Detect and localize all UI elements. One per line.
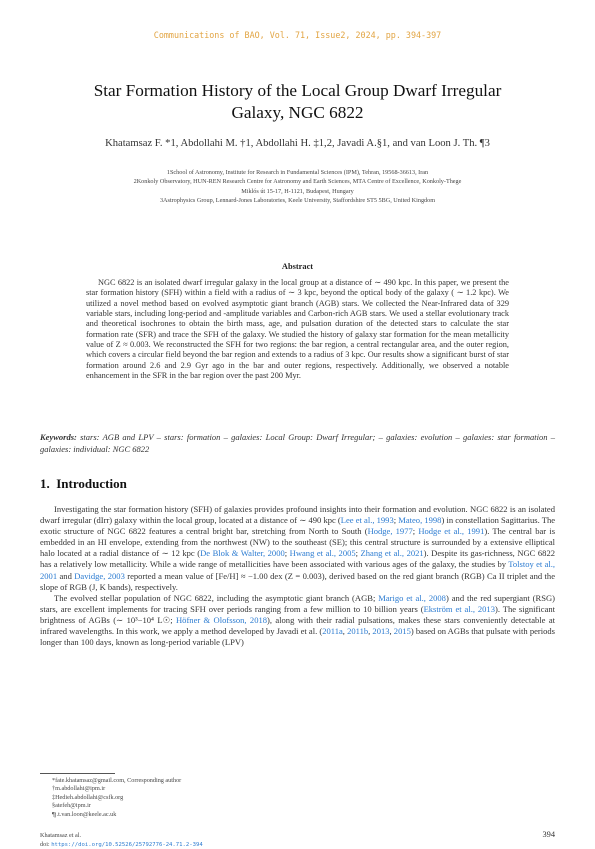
citation-link[interactable]: 2011a <box>322 626 343 636</box>
citation-link[interactable]: Ekström et al., 2013 <box>424 604 495 614</box>
author-list: Khatamsaz F. *1, Abdollahi M. †1, Abdollahi H. ‡1,2, Javadi A.§1, and van Loon J. Th. ¶3 <box>40 138 555 149</box>
page-number: 394 <box>542 830 555 839</box>
footer-author: Khatamsaz et al. <box>40 832 203 841</box>
footnote-5: ¶j.t.van.loon@keele.ac.uk <box>52 811 181 819</box>
affiliation-1: 1School of Astronomy, Institute for Research in Fundamental Sciences (IPM), Tehran, 19568-36613, Iran <box>24 168 571 177</box>
keywords-block <box>40 432 555 455</box>
affiliation-2-cont: Miklós út 15-17, H-1121, Budapest, Hungary <box>24 187 571 196</box>
section-heading <box>40 476 127 492</box>
paragraph-text: Investigating the star formation history (SFH) of galaxies provides profound insights into their formation and evolution. NGC 6822 is an isolated dwarf irregular (dIrr) galaxy within the local group, located at a distance of ∼ 490 kpc ( <box>40 504 555 525</box>
abstract-text: NGC 6822 is an isolated dwarf irregular galaxy in the local group at a distance of ∼ 490 kpc. In this paper, we present the star formation history (SFH) within a field with a radius of ∼ 3 kpc, beyond the optical body of the galaxy ( ∼ 1.2 kpc). We utilized a novel method based on evolved asymptotic giant branch (AGB) stars. We collected the Near-Infrared data of 329 variable stars, including long-period and -amplitude variables and Carbon-rich AGB stars. We used a stellar evolutionary track and theoretical isochrones to obtain the birth mass, age, and pulsation duration of the detected stars to calculate the star formation rate (SFR) and trace the SFH of the galaxy. We studied the history of galaxy star formation for the mean metallicity value of Z ≈ 0.003. We reconstructed the SFH for two regions: the bar region, a central rectangular area, and the outer region, which covers a circular field beyond the bar region and extends to a radius of 3 kpc. Our results show a significant burst of star formation around 2.6 and 2.9 Gyr ago in the bar and outer regions, respectively. Additionally, we observed a notable enhancement in the SFR in the bar region over the past 200 Myr. <box>86 278 509 381</box>
citation-link[interactable]: Hodge, 1977 <box>368 526 413 536</box>
citation-link[interactable]: Zhang et al., 2021 <box>361 548 424 558</box>
footnote-2: †m.abdollahi@ipm.ir <box>52 785 181 793</box>
affiliations <box>24 168 571 206</box>
affiliation-2: 2Konkoly Observatory, HUN-REN Research Centre for Astronomy and Earth Sciences, MTA Centre of Excellence, Konkoly-Thege <box>24 177 571 186</box>
citation-link[interactable]: 2015 <box>394 626 411 636</box>
doi-link[interactable]: https://doi.org/10.52526/25792776-24.71.2-394 <box>51 842 203 848</box>
section-number: 1. <box>40 476 50 491</box>
affiliation-3: 3Astrophysics Group, Lennard-Jones Laboratories, Keele University, Staffordshire ST5 5BG, United Kingdom <box>24 196 571 205</box>
paragraph-text: and <box>57 571 74 581</box>
paragraph-text: ) and the red supergiant (RSG) stars, are excellent implements for tracing SFH over periods ranging from a few million to 10 billion years ( <box>40 593 555 614</box>
paragraph-text: , <box>368 626 372 636</box>
citation-link[interactable]: Lee et al., 1993 <box>341 515 394 525</box>
footnote-divider <box>40 773 115 774</box>
footnotes <box>52 777 181 819</box>
citation-link[interactable]: De Blok & Walter, 2000 <box>200 548 285 558</box>
paragraph-text: ). The central bar is embedded in an HI envelope, extending from the northwest (NW) to the southeast (SE); this central structure is surrounded by a extensive elliptical halo located at a radial distance of ∼ 12 kpc ( <box>40 526 555 558</box>
footnote-1: *fate.khatamsaz@gmail.com, Corresponding author <box>52 777 181 785</box>
paragraph-1 <box>40 504 555 593</box>
paragraph-text: , <box>343 626 347 636</box>
body-text <box>40 504 555 648</box>
paragraph-text: ), along with their radial pulsations, makes these stars conveniently detectable at infrared wavelengths. In this work, we apply a method developed by Javadi et al. ( <box>40 615 555 636</box>
abstract-heading: Abstract <box>0 262 595 271</box>
paragraph-text: The evolved stellar population of NGC 6822, including the asymptotic giant branch (AGB; <box>54 593 378 603</box>
citation-link[interactable]: Hodge et al., 1991 <box>418 526 484 536</box>
paragraph-text: , <box>390 626 394 636</box>
citation-link[interactable]: Marigo et al., 2008 <box>378 593 446 603</box>
journal-header: Communications of BAO, Vol. 71, Issue2, 2024, pp. 394-397 <box>0 30 595 40</box>
paragraph-text: ; <box>413 526 419 536</box>
citation-link[interactable]: 2013 <box>372 626 389 636</box>
paragraph-text: ; <box>285 548 290 558</box>
citation-link[interactable]: Höfner & Olofsson, 2018 <box>176 615 267 625</box>
citation-link[interactable]: Tolstoy et al., 2001 <box>40 559 555 580</box>
section-title: Introduction <box>56 476 127 491</box>
paragraph-text: ). The significant brightness of AGBs (∼ 10³−10⁴ L☉; <box>40 604 555 625</box>
keywords-label: Keywords: <box>40 432 77 442</box>
footnote-3: ‡Hedieh.abdollahi@csfk.org <box>52 794 181 802</box>
citation-link[interactable]: Hwang et al., 2005 <box>290 548 356 558</box>
title-line-1: Star Formation History of the Local Group Dwarf Irregular <box>40 80 555 102</box>
keywords-text: stars: AGB and LPV – stars: formation – galaxies: Local Group: Dwarf Irregular; – galaxies: evolution – galaxies: star formation – galaxies: individual: NGC 6822 <box>40 432 555 454</box>
paragraph-text: ). Despite its gas-richness, NGC 6822 has a relatively low metallicity. While a wide range of metallicities have been associated with various ages of the galaxy, the studies by <box>40 548 555 569</box>
paragraph-text: ; <box>394 515 399 525</box>
title-line-2: Galaxy, NGC 6822 <box>40 102 555 124</box>
doi-label: doi: <box>40 841 50 848</box>
paragraph-2 <box>40 593 555 648</box>
citation-link[interactable]: 2011b <box>347 626 368 636</box>
citation-link[interactable]: Davidge, 2003 <box>74 571 125 581</box>
abstract-block <box>86 278 509 381</box>
page-footer <box>40 832 203 849</box>
paragraph-text: ; <box>356 548 361 558</box>
paragraph-text: ) in constellation Sagittarius. The exotic structure of NGC 6822 features a central bright bar, stretching from North to South ( <box>40 515 555 536</box>
footnote-4: §atefeh@ipm.ir <box>52 802 181 810</box>
paragraph-text: reported a mean value of [Fe/H] ≈ −1.00 dex (Z = 0.003), derived based on the red giant branch (RGB) Ca II triplet and the slope of RGB (J, K bands), respectively. <box>40 571 555 592</box>
citation-link[interactable]: Mateo, 1998 <box>398 515 441 525</box>
paragraph-text: ) based on AGBs that pulsate with periods longer than 100 days, known as long-period variable (LPV) <box>40 626 555 647</box>
paper-title <box>40 80 555 124</box>
